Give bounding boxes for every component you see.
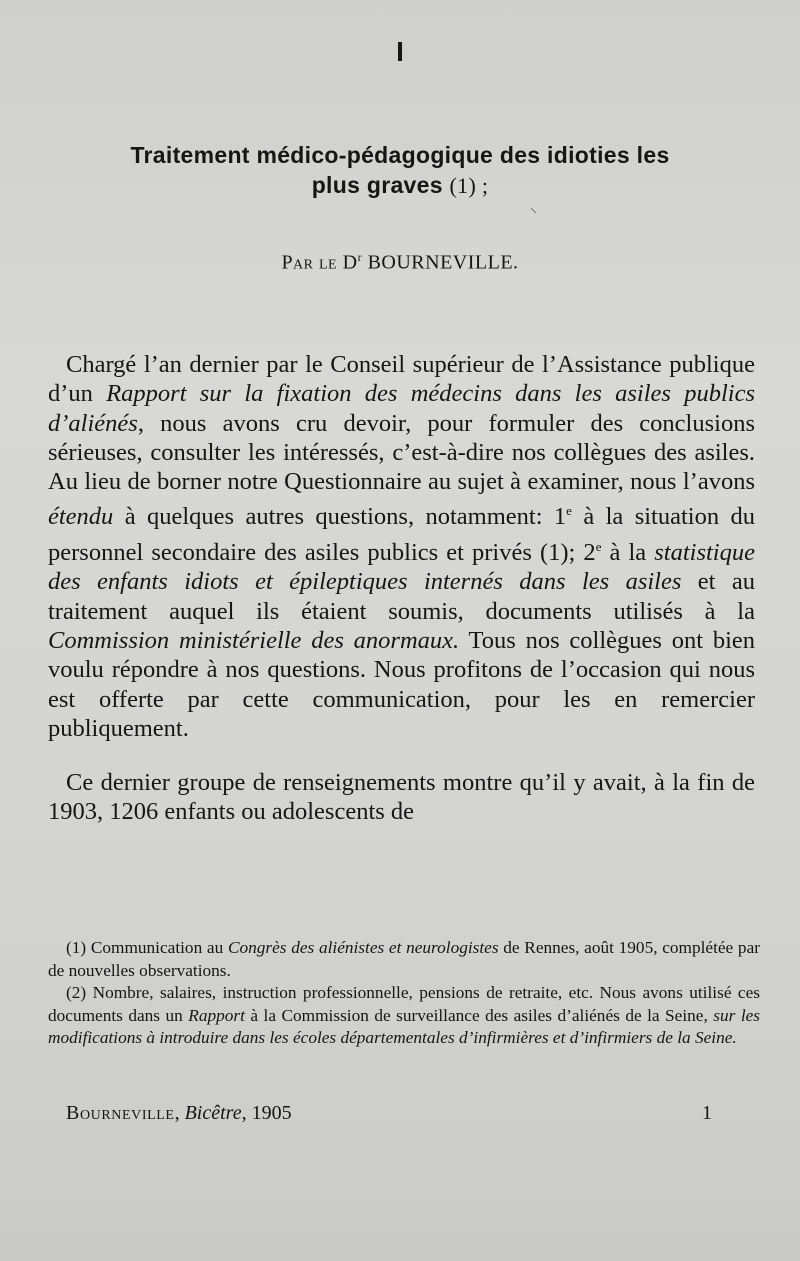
p1-sup-2: e <box>595 538 602 554</box>
p1-text-5: à la <box>601 539 655 567</box>
footer-place: Bicêtre <box>184 1102 242 1124</box>
p1-text-4: à la situation du personnel secondaire des asiles publics et privés (1); 2 <box>48 503 755 567</box>
p1-text-7: Tous nos collègues ont bien voulu répondre à nos questions. Nous profitons de l’occasion qui nous est offerte par cette communication, pour les en remercier publiquement. <box>48 626 756 742</box>
fn2-text-2: à la Commission de surveillance des asiles d’aliénés de la Seine, <box>244 1005 714 1025</box>
p1-italic-3: statistique des enfants idiots et épileptiques internés dans les asiles <box>48 539 755 596</box>
page-footer: Bourneville, Bicêtre, 1905 1 <box>66 1102 712 1124</box>
fn1-text-1: (1) Communication au <box>66 938 228 957</box>
fn2-text-1: (2) Nombre, salaires, instruction professionnelle, pensions de retraite, etc. Nous avons utilisé ces documents dans un <box>48 983 760 1025</box>
fn2-italic-1: Rapport <box>188 1005 245 1025</box>
chapter-number: I <box>396 36 404 67</box>
title-footnote-ref: (1) ; <box>449 173 489 198</box>
p1-text-3: à quelques autres questions, notamment: 1 <box>113 503 567 531</box>
title-line-2-text: plus graves <box>311 172 443 198</box>
footer-year: 1905 <box>251 1102 292 1124</box>
p1-italic-4: Commission ministérielle des anormaux. <box>48 626 460 654</box>
footnotes <box>48 937 760 1050</box>
article-title <box>20 140 780 201</box>
footer-author: Bourneville <box>66 1102 175 1124</box>
body-text <box>48 350 755 827</box>
p1-text-2: , nous avons cru devoir, pour formuler des conclusions sérieuses, consulter les intéressés, c’est-à-dire nos collègues des asiles. Au lieu de borner notre Questionnaire au sujet à examiner, nous l’avons <box>48 409 755 496</box>
fn1-text-2: de Rennes, août 1905, complétée par de nouvelles observations. <box>48 938 760 980</box>
paragraph-1 <box>48 350 755 743</box>
stray-mark: ⸌ <box>530 206 537 222</box>
footnote-2 <box>48 982 760 1050</box>
p1-sup-1: e <box>566 503 572 519</box>
byline-prefix: Par le <box>281 251 338 274</box>
byline-name: BOURNEVILLE. <box>367 251 519 274</box>
p1-text-1: Chargé l’an dernier par le Conseil supérieur de l’Assistance publique d’un <box>48 351 755 408</box>
title-line-2 <box>20 170 780 201</box>
p1-italic-1: Rapport sur la fixation des médecins dans les asiles publics d’aliénés <box>48 380 755 437</box>
byline-title: D <box>342 251 358 274</box>
fn2-italic-2: sur les modifications à introduire dans les écoles départementales d’infirmières et d’infirmiers de la Seine. <box>48 1005 761 1047</box>
paragraph-2: Ce dernier groupe de renseignements montre qu’il y avait, à la fin de 1903, 1206 enfants ou adolescents de <box>48 769 755 826</box>
title-line-1: Traitement médico-pédagogique des idioties les <box>130 142 670 168</box>
byline-title-sup: r <box>357 250 363 264</box>
footnote-1 <box>48 937 760 982</box>
p1-italic-2: étendu <box>48 503 114 531</box>
page-number: 1 <box>702 1102 712 1124</box>
p1-text-6: et au traitement auquel ils étaient soumis, documents utilisés à la <box>48 568 755 625</box>
byline <box>0 250 800 275</box>
fn1-italic: Congrès des aliénistes et neurologistes <box>227 938 499 957</box>
